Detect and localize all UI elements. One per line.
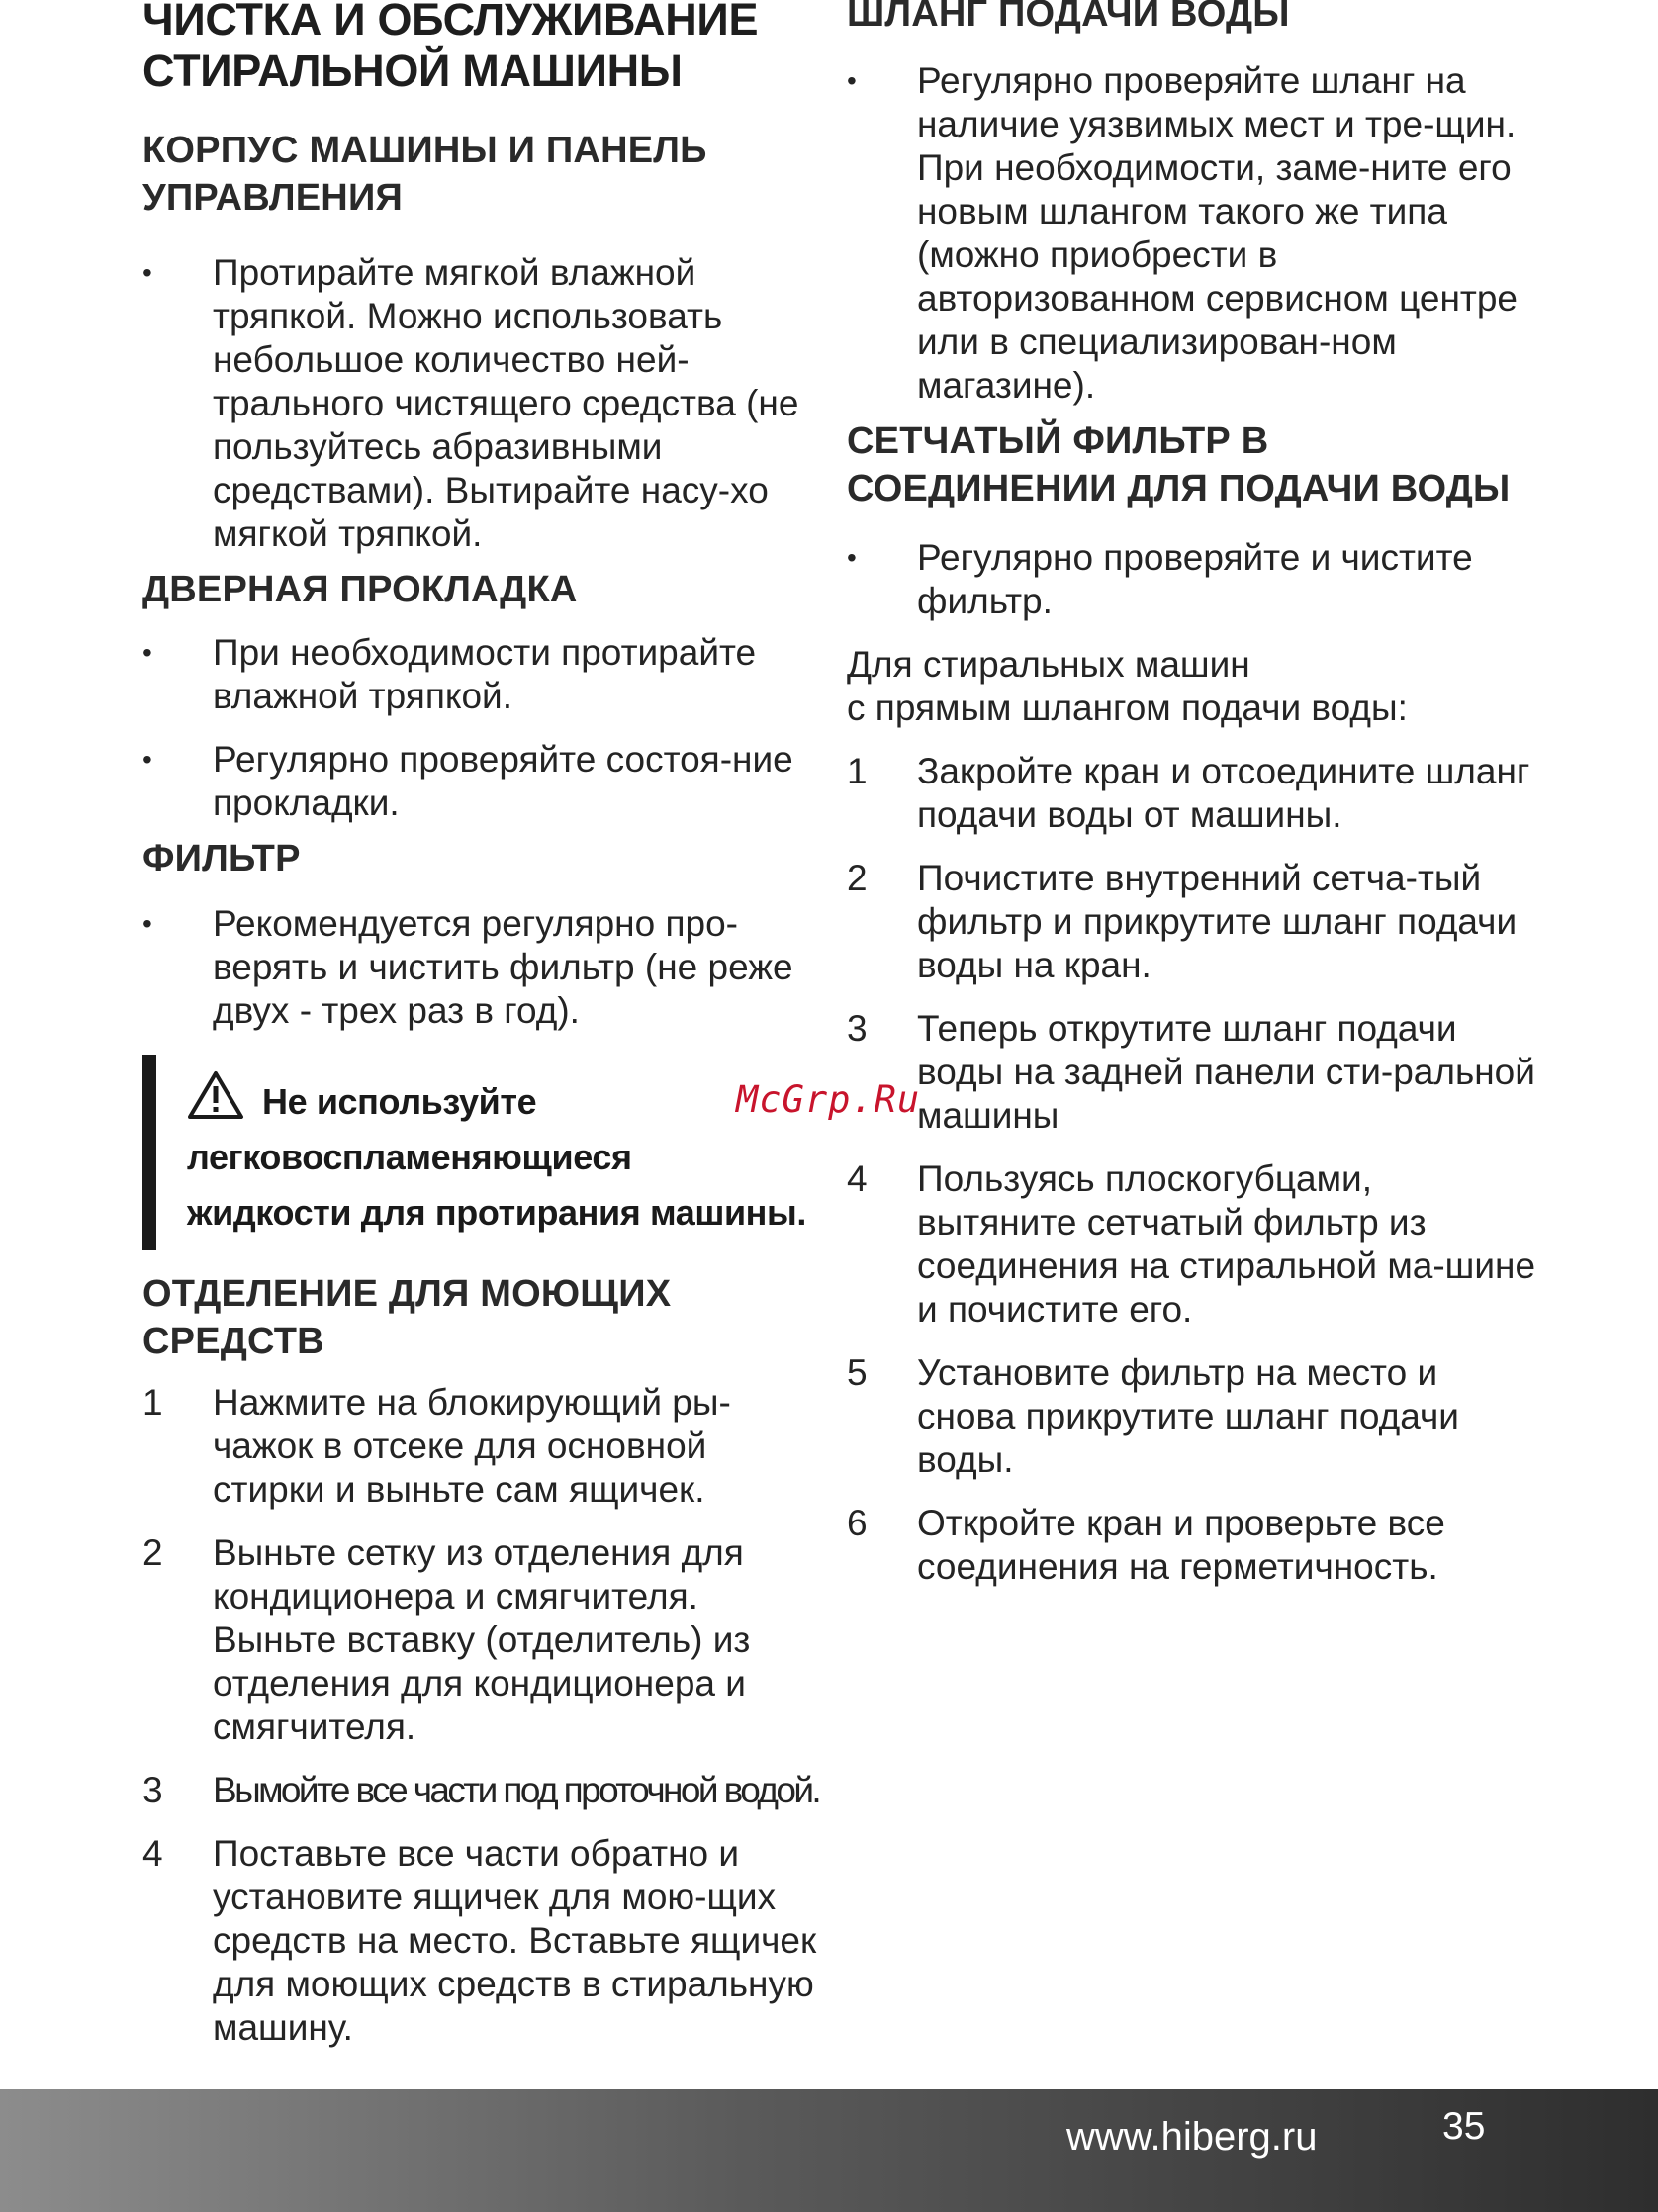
section-heading-mesh-filter: СЕТЧАТЫЙ ФИЛЬТР В СОЕДИНЕНИИ ДЛЯ ПОДАЧИ ВОДЫ bbox=[847, 420, 1511, 509]
step-number: 6 bbox=[847, 1503, 868, 1543]
step-number: 4 bbox=[142, 1833, 163, 1874]
bullet: • bbox=[142, 744, 152, 775]
website-link[interactable]: www.hiberg.ru bbox=[1066, 2115, 1318, 2159]
page-number: 35 bbox=[1442, 2105, 1486, 2148]
step-number: 2 bbox=[847, 858, 868, 898]
bullet: • bbox=[142, 257, 152, 288]
warning-box bbox=[142, 1055, 825, 1250]
warning-bar bbox=[142, 1055, 156, 1250]
step-number: 3 bbox=[847, 1008, 868, 1049]
left-column bbox=[142, 0, 825, 2050]
mesh-filter-steps bbox=[847, 750, 1539, 1589]
section-heading-detergent: ОТДЕЛЕНИЕ ДЛЯ МОЮЩИХ СРЕДСТВ bbox=[142, 1273, 672, 1362]
bullet: • bbox=[847, 542, 857, 573]
step-number: 4 bbox=[847, 1158, 868, 1199]
list-item: • Регулярно проверяйте и чистите фильтр. bbox=[847, 537, 1473, 621]
warning-line: жидкости для протирания машины. bbox=[187, 1192, 806, 1233]
step-item: 4 Поставьте все части обратно и установите ящичек для мою-щих средств на место. Вставьте ящичек для моющих средств в стиральную машину. bbox=[142, 1833, 817, 2048]
step-item: 2 Почистите внутренний сетча-тый фильтр и прикрутите шланг подачи воды на кран. bbox=[847, 858, 1518, 985]
step-item: 1 Нажмите на блокирующий ры-чажок в отсеке для основной стирки и выньте сам ящичек. bbox=[142, 1382, 731, 1510]
step-item: 3 Вымойте все части под проточной водой. bbox=[142, 1770, 820, 1810]
bullet: • bbox=[847, 65, 857, 96]
step-number: 5 bbox=[847, 1352, 868, 1393]
step-number: 3 bbox=[142, 1770, 163, 1810]
watermark: McGrp.Ru bbox=[736, 1078, 921, 1121]
page-title: ЧИСТКА И ОБСЛУЖИВАНИЕ СТИРАЛЬНОЙ МАШИНЫ bbox=[142, 0, 759, 96]
step-item: 1 Закройте кран и отсоедините шланг подачи воды от машины. bbox=[847, 751, 1530, 835]
list-item: • Рекомендуется регулярно про-верять и чистить фильтр (не реже двух - трех раз в год). bbox=[142, 903, 793, 1031]
step-item: 6 Откройте кран и проверьте все соединения на герметичность. bbox=[847, 1503, 1445, 1587]
section-heading-body-panel: КОРПУС МАШИНЫ И ПАНЕЛЬ УПРАВЛЕНИЯ bbox=[142, 130, 707, 219]
section-heading-filter: ФИЛЬТР bbox=[142, 838, 301, 879]
warning-line: Не используйте bbox=[187, 1070, 825, 1130]
step-item: 5 Установите фильтр на место и снова прикрутите шланг подачи воды. bbox=[847, 1352, 1459, 1480]
step-number: 1 bbox=[142, 1382, 163, 1423]
warning-line: легковоспламеняющиеся bbox=[187, 1137, 632, 1177]
warning-triangle-icon bbox=[187, 1070, 244, 1120]
door-seal-list bbox=[142, 631, 825, 825]
list-item: • Протирайте мягкой влажной тряпкой. Можно использовать небольшое количество ней-трального чистящего средства (не пользуйтесь абразивными средствами). Вытирайте насу-хо мягкой тряпкой. bbox=[142, 252, 799, 554]
step-number: 2 bbox=[142, 1532, 163, 1573]
list-item: • Регулярно проверяйте состоя-ние прокладки. bbox=[142, 739, 793, 823]
bullet: • bbox=[142, 908, 152, 939]
hose-list bbox=[847, 59, 1539, 408]
mesh-filter-list bbox=[847, 536, 1539, 623]
list-item: • Регулярно проверяйте шланг на наличие уязвимых мест и тре-щин. При необходимости, заме-ните его новым шлангом такого же типа (можно приобрести в авторизованном сервисном центре или в специализирован-ном магазине). bbox=[847, 60, 1518, 406]
intro-paragraph: Для стиральных машин с прямым шлангом подачи воды: bbox=[847, 644, 1408, 728]
body-panel-list bbox=[142, 251, 825, 556]
filter-list bbox=[142, 902, 825, 1033]
section-heading-door-seal: ДВЕРНАЯ ПРОКЛАДКА bbox=[142, 569, 578, 610]
step-item: 2 Выньте сетку из отделения для кондиционера и смягчителя. Выньте вставку (отделитель) из отделения для кондиционера и смягчителя. bbox=[142, 1532, 751, 1747]
right-column bbox=[847, 0, 1539, 1589]
step-number: 1 bbox=[847, 751, 868, 791]
step-item: 3 Теперь открутите шланг подачи воды на задней панели сти-ральной машины bbox=[847, 1008, 1535, 1136]
section-heading-hose: ШЛАНГ ПОДАЧИ ВОДЫ bbox=[847, 0, 1290, 35]
list-item: • При необходимости протирайте влажной тряпкой. bbox=[142, 632, 757, 716]
footer-bar bbox=[0, 2089, 1658, 2212]
step-item: 4 Пользуясь плоскогубцами, вытяните сетчатый фильтр из соединения на стиральной ма-шине и почистите его. bbox=[847, 1158, 1536, 1330]
detergent-steps bbox=[142, 1381, 825, 2050]
bullet: • bbox=[142, 637, 152, 668]
